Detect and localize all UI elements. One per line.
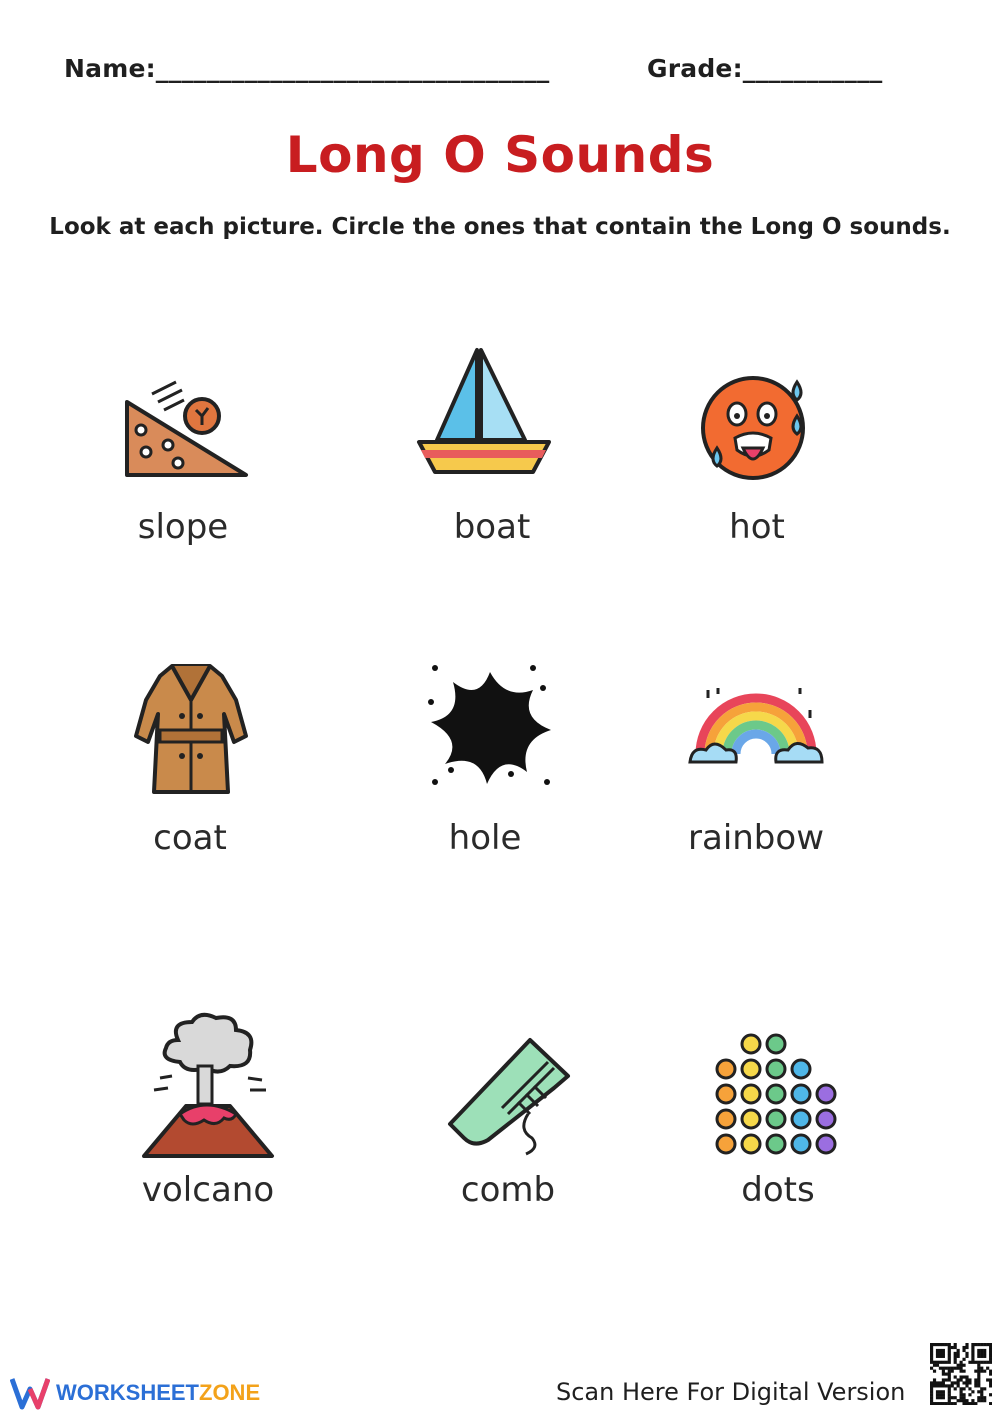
boat-icon[interactable]: [415, 340, 553, 478]
word-comb: comb: [460, 1170, 556, 1210]
word-volcano: volcano: [141, 1170, 275, 1210]
qr-code-icon[interactable]: [930, 1343, 992, 1405]
worksheet-title: Long O Sounds: [285, 126, 715, 184]
word-hole: hole: [448, 818, 522, 858]
hole-icon[interactable]: [423, 660, 557, 790]
comb-icon[interactable]: [444, 1030, 574, 1160]
worksheetzone-logo-icon: [10, 1375, 50, 1411]
grade-field-label: Grade:___________: [647, 54, 883, 83]
word-boat: boat: [453, 507, 531, 547]
rainbow-icon[interactable]: [686, 684, 826, 770]
brand-name-part2: ZONE: [199, 1380, 261, 1405]
coat-icon[interactable]: [130, 660, 252, 796]
dots-icon[interactable]: [712, 1030, 844, 1162]
word-slope: slope: [137, 507, 229, 547]
volcano-icon[interactable]: [140, 1010, 276, 1160]
brand-logo[interactable]: [10, 1374, 260, 1412]
brand-name-part1: WORKSHEET: [56, 1380, 199, 1405]
word-dots: dots: [741, 1170, 815, 1210]
instructions: Look at each picture. Circle the ones that contain the Long O sounds.: [49, 214, 951, 240]
name-field-label: Name:_______________________________: [64, 54, 550, 83]
hot-face-icon[interactable]: [697, 370, 813, 482]
word-hot: hot: [729, 507, 785, 547]
slope-icon[interactable]: [118, 370, 252, 482]
scan-caption: Scan Here For Digital Version: [556, 1378, 906, 1406]
word-rainbow: rainbow: [688, 818, 824, 858]
word-coat: coat: [153, 818, 227, 858]
